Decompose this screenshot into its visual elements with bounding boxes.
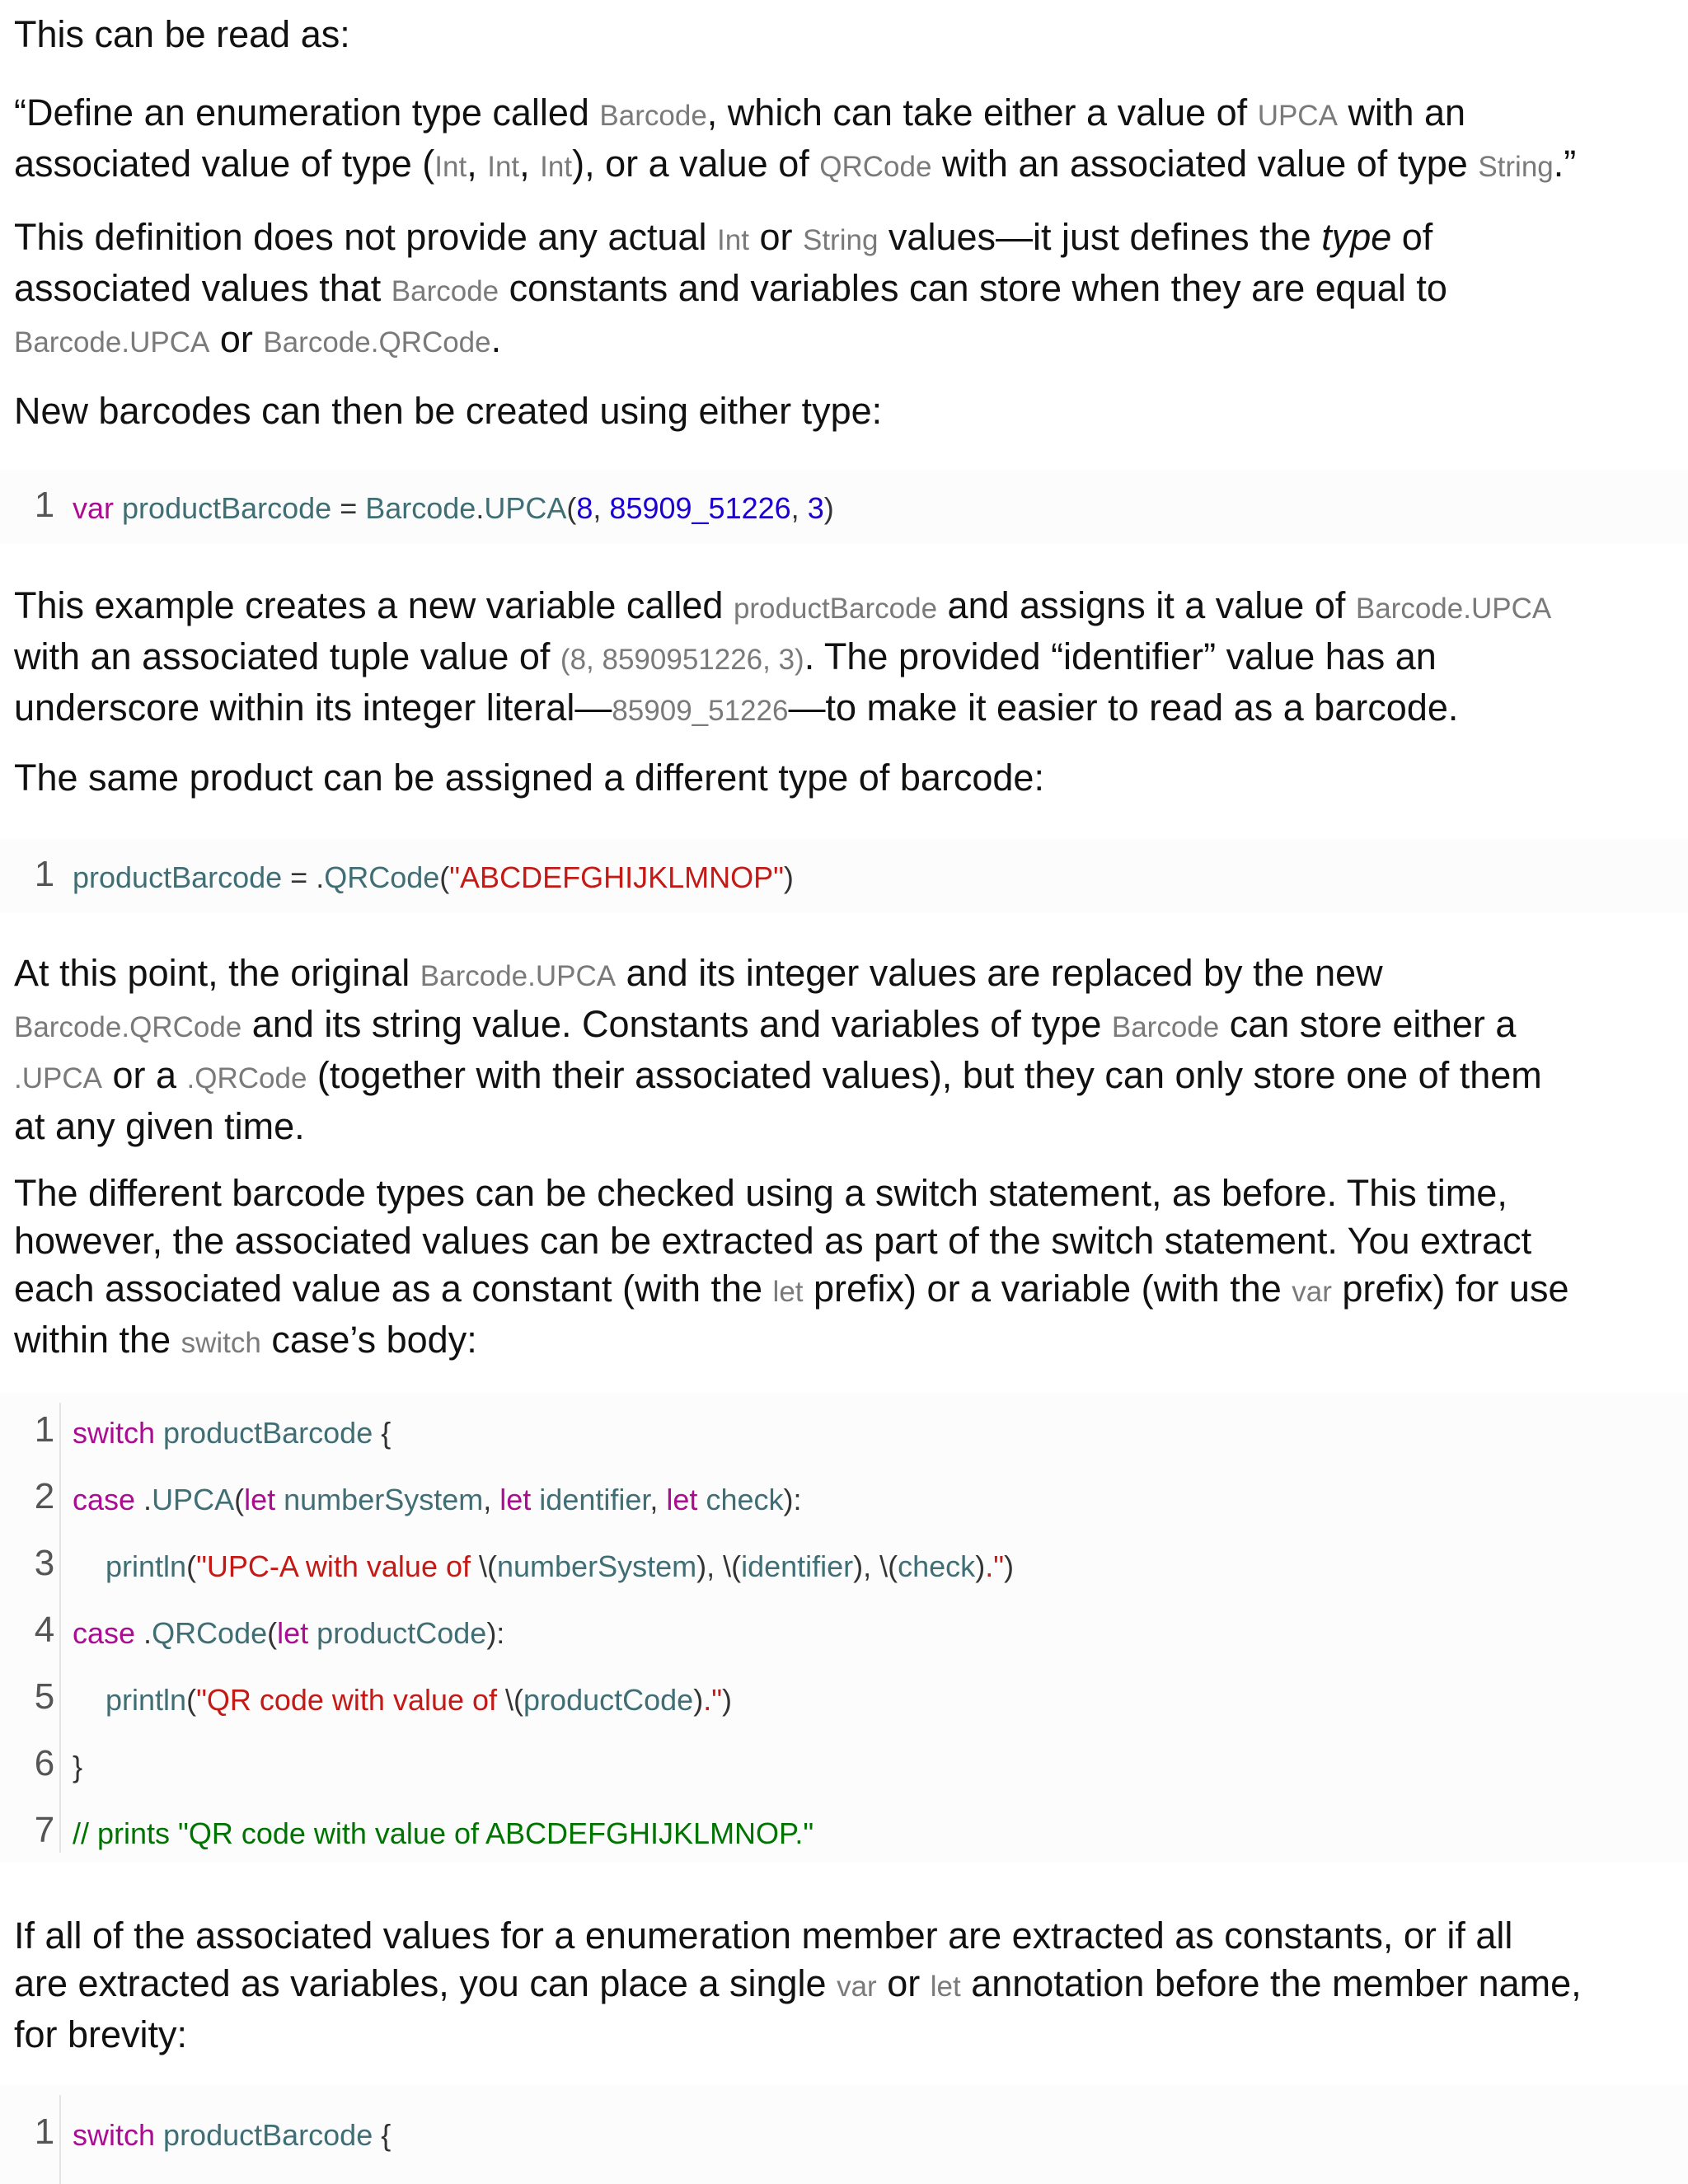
code-line <box>73 1416 391 1451</box>
code-line <box>73 860 794 895</box>
inline-code: QRCode <box>819 151 932 183</box>
code-text: ), \( <box>696 1549 742 1583</box>
text: , which can take either a value of <box>706 91 1258 134</box>
text: within the <box>14 1319 181 1361</box>
keyword: let <box>666 1483 698 1516</box>
text: (together with their associated values), but they can only store one of them <box>307 1054 1542 1096</box>
paragraph-replaced <box>14 949 1671 1151</box>
text: with an <box>1337 91 1466 134</box>
identifier: QRCode <box>152 1616 268 1650</box>
identifier: println <box>106 1549 187 1583</box>
text: prefix) for use <box>1331 1268 1569 1310</box>
inline-code: Barcode <box>391 275 499 307</box>
keyword: case <box>73 1616 136 1650</box>
code-text: ), \( <box>853 1549 898 1583</box>
identifier: productBarcode <box>73 860 283 894</box>
identifier: productBarcode <box>122 491 332 525</box>
text: annotation before the member name, <box>960 1962 1582 2004</box>
code-line <box>73 1483 802 1517</box>
string-literal: ." <box>985 1549 1004 1583</box>
inline-code: var <box>837 1971 877 2003</box>
inline-code: let <box>930 1971 961 2003</box>
keyword: switch <box>73 2118 156 2152</box>
paragraph-definition <box>14 213 1671 367</box>
code-text: , <box>593 491 610 525</box>
code-text: ): <box>486 1616 505 1650</box>
code-text: , <box>483 1483 500 1516</box>
text: and assigns it a value of <box>937 584 1356 626</box>
code-text <box>155 1416 163 1450</box>
inline-code: .UPCA <box>14 1062 102 1094</box>
text: are extracted as variables, you can place a single <box>14 1962 837 2004</box>
text: values—it just defines the <box>878 216 1322 258</box>
code-text: ( <box>439 860 450 894</box>
text: or <box>748 216 803 258</box>
code-text <box>275 1483 284 1516</box>
text: prefix) or a variable (with the <box>803 1268 1292 1310</box>
text: with an associated value of type <box>931 143 1479 185</box>
inline-code: var <box>1292 1276 1332 1308</box>
text: at any given time. <box>14 1105 305 1147</box>
string-literal: "ABCDEFGHIJKLMNOP" <box>449 860 784 894</box>
text: or a <box>101 1054 187 1096</box>
number-literal: 8 <box>576 491 593 525</box>
line-number: 4 <box>34 1610 55 1650</box>
line-number: 7 <box>34 1810 55 1850</box>
identifier: identifier <box>539 1483 650 1516</box>
text: for brevity: <box>14 2013 188 2055</box>
paragraph-new-barcodes <box>14 387 1671 435</box>
string-literal: ." <box>703 1683 722 1717</box>
code-text: ( <box>566 491 577 525</box>
inline-code: productBarcode <box>733 593 938 625</box>
text: The same product can be assigned a different type of barcode: <box>14 757 1044 799</box>
code-line <box>73 1683 732 1718</box>
inline-code: Barcode <box>1111 1011 1220 1043</box>
inline-code: switch <box>181 1327 261 1359</box>
code-text <box>73 1549 106 1583</box>
inline-code: let <box>772 1276 804 1308</box>
code-line <box>73 1816 814 1851</box>
keyword: case <box>73 1483 136 1516</box>
text: If all of the associated values for a enumeration member are extracted as constants, or if all <box>14 1915 1513 1957</box>
code-line <box>73 1616 504 1651</box>
identifier: identifier <box>741 1549 854 1583</box>
code-text: ( <box>186 1683 197 1717</box>
code-text: ( <box>186 1549 197 1583</box>
code-text: ) <box>975 1549 986 1583</box>
inline-code: String <box>1478 151 1554 183</box>
code-block-4 <box>0 2085 1688 2184</box>
code-text: ): <box>783 1483 802 1516</box>
identifier: productCode <box>316 1616 487 1650</box>
code-text: \( <box>505 1683 524 1717</box>
text: The different barcode types can be checked using a switch statement, as before. This time, <box>14 1172 1507 1214</box>
keyword: var <box>73 491 115 525</box>
inline-code: String <box>802 224 879 256</box>
code-line <box>73 2118 391 2153</box>
code-text: = . <box>282 860 325 894</box>
line-number: 2 <box>34 1476 55 1516</box>
text: or <box>209 318 264 360</box>
code-text: { <box>373 2118 392 2152</box>
inline-code: .QRCode <box>186 1062 307 1094</box>
identifier: UPCA <box>152 1483 235 1516</box>
keyword: switch <box>73 1416 156 1450</box>
intro-text: This can be read as: <box>14 13 350 55</box>
text: however, the associated values can be extracted as part of the switch statement. You extract <box>14 1220 1532 1262</box>
text: each associated value as a constant (with the <box>14 1268 773 1310</box>
code-text <box>697 1483 706 1516</box>
line-number: 6 <box>34 1743 55 1783</box>
identifier: numberSystem <box>497 1549 697 1583</box>
text: This definition does not provide any actual <box>14 216 718 258</box>
code-text: \( <box>479 1549 497 1583</box>
identifier: productCode <box>523 1683 694 1717</box>
code-text: ) <box>721 1683 732 1717</box>
text: or <box>876 1962 931 2004</box>
identifier: QRCode <box>324 860 440 894</box>
text: , <box>519 143 541 185</box>
code-text <box>155 2118 163 2152</box>
identifier: UPCA <box>484 491 567 525</box>
line-number: 5 <box>34 1676 55 1717</box>
text: New barcodes can then be created using either type: <box>14 390 883 432</box>
code-text <box>531 1483 539 1516</box>
code-text: . <box>135 1483 152 1516</box>
inline-code: Barcode <box>599 100 707 132</box>
code-line <box>73 1549 1014 1584</box>
code-text: , <box>790 491 808 525</box>
identifier: productBarcode <box>163 1416 373 1450</box>
text: case’s body: <box>260 1319 477 1361</box>
line-number: 1 <box>34 2111 55 2152</box>
inline-code: Barcode.UPCA <box>1355 593 1552 625</box>
text: of <box>1391 216 1433 258</box>
text: and its string value. Constants and variables of type <box>241 1003 1112 1045</box>
identifier: Barcode <box>365 491 476 525</box>
line-number: 1 <box>34 485 55 525</box>
code-text <box>308 1616 316 1650</box>
text: , <box>467 143 488 185</box>
inline-code: Int <box>434 151 467 183</box>
code-text: ) <box>783 860 794 894</box>
inline-code: Barcode.UPCA <box>420 960 617 992</box>
code-text: ( <box>234 1483 245 1516</box>
paragraph-brevity <box>14 1912 1671 2059</box>
code-text: , <box>649 1483 667 1516</box>
paragraph-quote <box>14 89 1671 191</box>
text: constants and variables can store when they are equal to <box>499 267 1447 309</box>
code-block-2 <box>0 839 1688 913</box>
keyword: let <box>499 1483 532 1516</box>
code-text <box>114 491 122 525</box>
text: . The provided “identifier” value has an <box>804 635 1437 677</box>
inline-code: Int <box>717 224 749 256</box>
text: “Define an enumeration type called <box>14 91 600 134</box>
keyword: let <box>244 1483 276 1516</box>
number-literal: 85909_51226 <box>609 491 791 525</box>
text: This example creates a new variable called <box>14 584 734 626</box>
comment: // prints "QR code with value of ABCDEFGHIJKLMNOP." <box>73 1816 814 1850</box>
inline-code: UPCA <box>1257 100 1338 132</box>
paragraph-example <box>14 582 1671 735</box>
text: associated values that <box>14 267 392 309</box>
number-literal: 3 <box>807 491 824 525</box>
identifier: productBarcode <box>163 2118 373 2152</box>
code-text: . <box>476 491 485 525</box>
identifier: check <box>898 1549 976 1583</box>
text: .” <box>1553 143 1577 185</box>
text: and its integer values are replaced by the new <box>616 952 1383 994</box>
code-text: ) <box>693 1683 704 1717</box>
inline-code: Barcode.QRCode <box>14 1011 242 1043</box>
text: At this point, the original <box>14 952 420 994</box>
paragraph-same-product <box>14 754 1671 802</box>
line-number: 3 <box>34 1543 55 1583</box>
emphasis-text: type <box>1321 216 1392 258</box>
code-text: ( <box>267 1616 278 1650</box>
text: underscore within its integer literal— <box>14 687 612 729</box>
line-number: 1 <box>34 854 55 894</box>
inline-code: Int <box>487 151 520 183</box>
code-text: } <box>73 1750 83 1783</box>
identifier: println <box>106 1683 187 1717</box>
inline-code: (8, 8590951226, 3) <box>560 644 804 676</box>
text: can store either a <box>1219 1003 1517 1045</box>
text: associated value of type ( <box>14 143 435 185</box>
paragraph-intro <box>14 11 1671 59</box>
code-line <box>73 1750 82 1784</box>
code-text: { <box>373 1416 392 1450</box>
inline-code: Int <box>540 151 573 183</box>
inline-code: Barcode.UPCA <box>14 326 210 359</box>
code-text: . <box>135 1616 152 1650</box>
code-block-1 <box>0 470 1688 544</box>
text: —to make it easier to read as a barcode. <box>788 687 1459 729</box>
code-gutter <box>59 1403 61 1853</box>
string-literal: "UPC-A with value of <box>196 1549 479 1583</box>
code-block-3 <box>0 1393 1688 1863</box>
code-line <box>73 491 834 526</box>
code-text <box>73 1683 106 1717</box>
code-text: = <box>331 491 366 525</box>
paragraph-switch <box>14 1169 1671 1367</box>
text: ), or a value of <box>572 143 820 185</box>
code-text: ) <box>823 491 834 525</box>
keyword: let <box>277 1616 309 1650</box>
string-literal: "QR code with value of <box>196 1683 506 1717</box>
text: . <box>490 318 502 360</box>
line-number: 1 <box>34 1409 55 1450</box>
inline-code: Barcode.QRCode <box>263 326 491 359</box>
text: with an associated tuple value of <box>14 635 560 677</box>
code-gutter <box>59 2095 61 2184</box>
identifier: numberSystem <box>284 1483 484 1516</box>
code-text: ) <box>1003 1549 1014 1583</box>
inline-code: 85909_51226 <box>612 695 789 727</box>
identifier: check <box>706 1483 784 1516</box>
